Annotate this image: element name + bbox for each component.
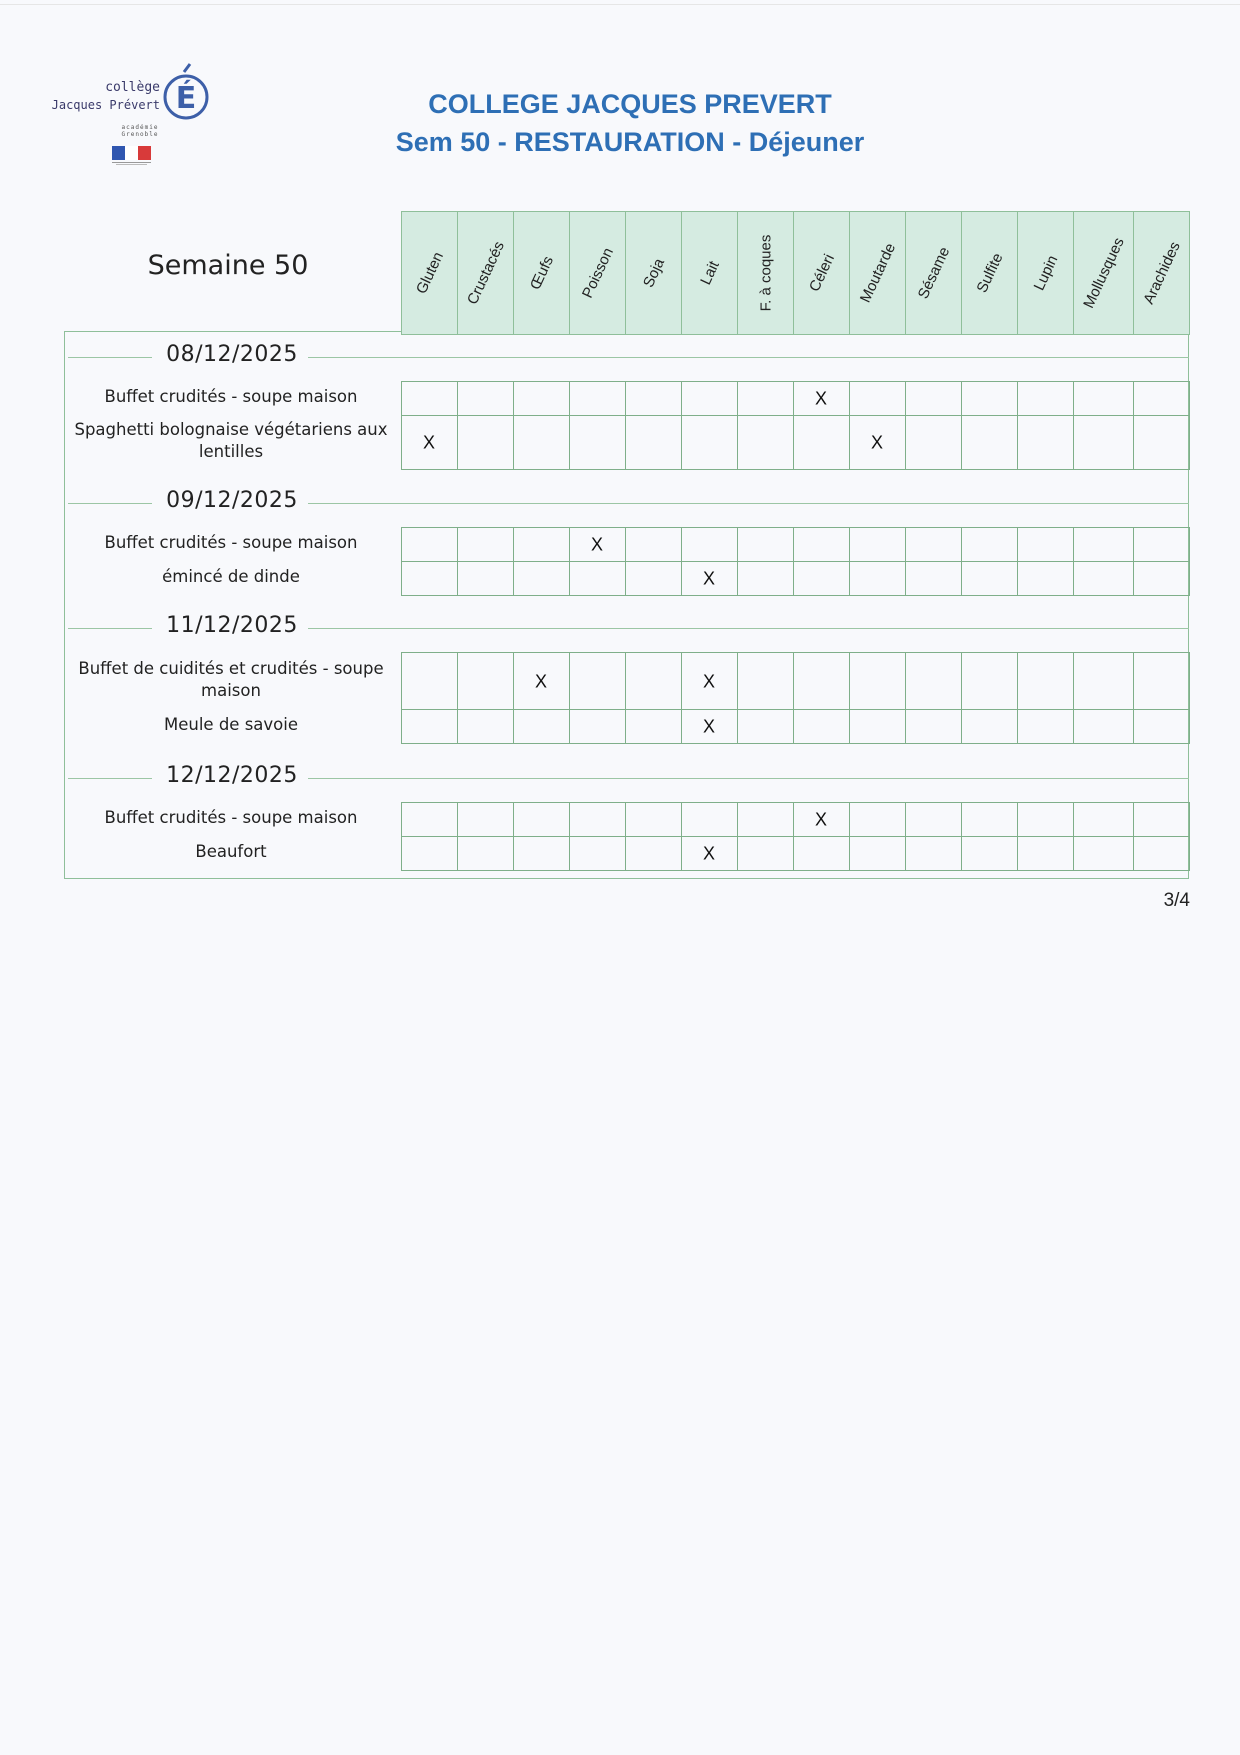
day-date: 08/12/2025 [166, 342, 298, 367]
allergen-cell [737, 652, 794, 710]
allergen-cell [793, 561, 850, 596]
allergen-cell [681, 415, 738, 470]
allergen-cell [569, 836, 626, 871]
allergen-label: Sésame [914, 244, 953, 302]
title-line-2: Sem 50 - RESTAURATION - Déjeuner [395, 127, 865, 157]
allergen-cell [961, 652, 1018, 710]
day-date: 12/12/2025 [166, 763, 298, 788]
allergen-cell [849, 709, 906, 744]
allergen-cell [513, 415, 570, 470]
allergen-cell [961, 527, 1018, 562]
allergen-label: Lupin [1030, 252, 1061, 294]
allergen-cell [401, 802, 458, 837]
allergen-cell [457, 381, 514, 416]
allergen-cell [1133, 836, 1190, 871]
allergen-cell [849, 802, 906, 837]
allergen-cell [401, 836, 458, 871]
date-separator [68, 503, 152, 504]
allergen-cell [1073, 836, 1134, 871]
allergen-cell [457, 561, 514, 596]
allergen-cell [1017, 836, 1074, 871]
allergen-label: Moutarde [856, 240, 899, 306]
allergen-cell [961, 836, 1018, 871]
allergen-cell [905, 415, 962, 470]
allergen-label: Lait [696, 258, 723, 288]
logo-e-emblem [157, 62, 217, 122]
allergen-cell [961, 381, 1018, 416]
allergen-cell [457, 709, 514, 744]
allergen-cell [569, 415, 626, 470]
allergen-cell [905, 527, 962, 562]
allergen-cell [1073, 415, 1134, 470]
allergen-header [457, 211, 514, 335]
allergen-cell [737, 802, 794, 837]
allergen-cell [905, 561, 962, 596]
allergen-cell [1017, 802, 1074, 837]
allergen-header [849, 211, 906, 335]
allergen-cell [793, 709, 850, 744]
allergen-cell [905, 836, 962, 871]
dish-name: Buffet crudités - soupe maison [104, 808, 358, 827]
dish-name: Beaufort [195, 842, 267, 861]
logo-academie: académie [121, 124, 159, 131]
allergen-label: Œufs [526, 253, 557, 293]
date-separator [308, 357, 1189, 358]
allergen-mark: X [702, 568, 716, 589]
allergen-label: Soja [639, 255, 668, 291]
allergen-cell [849, 561, 906, 596]
allergen-header [737, 211, 794, 335]
date-separator [68, 357, 152, 358]
allergen-cell [849, 836, 906, 871]
allergen-cell [793, 527, 850, 562]
college-logo [51, 62, 212, 172]
allergen-cell [1073, 652, 1134, 710]
allergen-label: Poisson [578, 245, 617, 301]
allergen-cell [513, 561, 570, 596]
allergen-cell [849, 381, 906, 416]
allergen-cell [1017, 415, 1074, 470]
allergen-cell [625, 415, 682, 470]
allergen-header [793, 211, 850, 335]
day-date: 09/12/2025 [166, 488, 298, 513]
allergen-cell [513, 527, 570, 562]
allergen-cell [1073, 561, 1134, 596]
allergen-label: Crustacés [463, 238, 508, 308]
marianne-flag-icon [112, 146, 152, 166]
dish-name: émincé de dinde [162, 567, 300, 586]
allergen-cell [625, 836, 682, 871]
allergen-cell [961, 415, 1018, 470]
allergen-label: Mollusques [1079, 235, 1128, 311]
allergen-cell [737, 709, 794, 744]
allergen-header [681, 211, 738, 335]
allergen-header [961, 211, 1018, 335]
allergen-cell [457, 415, 514, 470]
allergen-cell [625, 561, 682, 596]
allergen-cell [961, 802, 1018, 837]
allergen-cell [737, 561, 794, 596]
allergen-mark: X [814, 388, 828, 409]
allergen-cell [793, 415, 850, 470]
allergen-cell [737, 527, 794, 562]
allergen-label: Céleri [805, 251, 838, 295]
date-separator [68, 778, 152, 779]
allergen-cell [457, 836, 514, 871]
allergen-cell [905, 381, 962, 416]
allergen-cell [401, 652, 458, 710]
allergen-cell [1017, 561, 1074, 596]
allergen-header [1073, 211, 1134, 335]
allergen-cell [793, 652, 850, 710]
allergen-cell [1017, 381, 1074, 416]
allergen-cell [569, 561, 626, 596]
allergen-cell [401, 381, 458, 416]
allergen-cell [737, 381, 794, 416]
logo-line-1: collège [105, 80, 160, 95]
dish-name: Buffet de cuidités et crudités - soupe maison [78, 658, 384, 700]
allergen-cell [625, 709, 682, 744]
allergen-header [905, 211, 962, 335]
allergen-cell [1133, 709, 1190, 744]
allergen-cell [737, 836, 794, 871]
allergen-cell [401, 709, 458, 744]
allergen-cell [737, 415, 794, 470]
allergen-cell [401, 527, 458, 562]
date-separator [308, 778, 1189, 779]
allergen-cell [1133, 561, 1190, 596]
allergen-cell [625, 381, 682, 416]
allergen-cell [513, 709, 570, 744]
dish-name: Meule de savoie [164, 715, 298, 734]
dish-name: Buffet crudités - soupe maison [104, 387, 358, 406]
allergen-cell [1133, 527, 1190, 562]
page-number: 3/4 [1163, 890, 1190, 911]
allergen-cell [457, 527, 514, 562]
allergen-mark: X [422, 432, 436, 453]
allergen-cell [625, 527, 682, 562]
allergen-mark: X [590, 534, 604, 555]
allergen-cell [681, 381, 738, 416]
title-line-1: COLLEGE JACQUES PREVERT [428, 89, 832, 119]
logo-letter: É [175, 81, 197, 116]
date-separator [308, 628, 1189, 629]
day-date: 11/12/2025 [166, 613, 298, 638]
allergen-cell [569, 802, 626, 837]
logo-line-2: Jacques Prévert [51, 98, 160, 112]
allergen-cell [1017, 709, 1074, 744]
allergen-cell [905, 802, 962, 837]
allergen-cell [569, 709, 626, 744]
allergen-header [1017, 211, 1074, 335]
allergen-label: Gluten [412, 249, 447, 297]
allergen-cell [849, 527, 906, 562]
allergen-cell [1073, 527, 1134, 562]
allergen-cell [905, 652, 962, 710]
allergen-cell [513, 836, 570, 871]
allergen-cell [1133, 415, 1190, 470]
allergen-label: F. à coques [757, 234, 774, 312]
allergen-mark: X [702, 671, 716, 691]
allergen-cell [793, 836, 850, 871]
logo-academie-city: Grenoble [121, 131, 159, 138]
allergen-cell [905, 709, 962, 744]
allergen-cell [1017, 527, 1074, 562]
scan-edge [0, 4, 1240, 5]
allergen-cell [1017, 652, 1074, 710]
allergen-header [569, 211, 626, 335]
date-separator [68, 628, 152, 629]
allergen-cell [849, 652, 906, 710]
allergen-mark: X [534, 671, 548, 691]
allergen-cell [569, 381, 626, 416]
allergen-header [1133, 211, 1190, 335]
allergen-mark: X [870, 432, 884, 453]
allergen-cell [457, 652, 514, 710]
allergen-cell [681, 527, 738, 562]
allergen-cell [625, 652, 682, 710]
page-title [350, 85, 910, 161]
allergen-cell [1073, 709, 1134, 744]
allergen-cell [1073, 802, 1134, 837]
allergen-cell [961, 561, 1018, 596]
allergen-cell [401, 561, 458, 596]
allergen-cell [513, 381, 570, 416]
allergen-cell [1133, 652, 1190, 710]
allergen-cell [681, 802, 738, 837]
allergen-cell [961, 709, 1018, 744]
allergen-cell [513, 802, 570, 837]
date-separator [308, 503, 1189, 504]
dish-name: Spaghetti bolognaise végétariens aux lentilles [74, 420, 388, 461]
allergen-cell [569, 652, 626, 710]
allergen-cell [625, 802, 682, 837]
allergen-label: Arachides [1139, 239, 1184, 307]
allergen-label: Sulfite [972, 250, 1007, 296]
allergen-mark: X [702, 843, 716, 864]
allergen-cell [1073, 381, 1134, 416]
dish-name: Buffet crudités - soupe maison [104, 533, 358, 552]
allergen-header [625, 211, 682, 335]
week-label: Semaine 50 [147, 250, 309, 281]
allergen-header [513, 211, 570, 335]
allergen-header [401, 211, 458, 335]
allergen-mark: X [814, 809, 828, 830]
allergen-mark: X [702, 716, 716, 737]
allergen-cell [457, 802, 514, 837]
allergen-cell [1133, 381, 1190, 416]
allergen-cell [1133, 802, 1190, 837]
